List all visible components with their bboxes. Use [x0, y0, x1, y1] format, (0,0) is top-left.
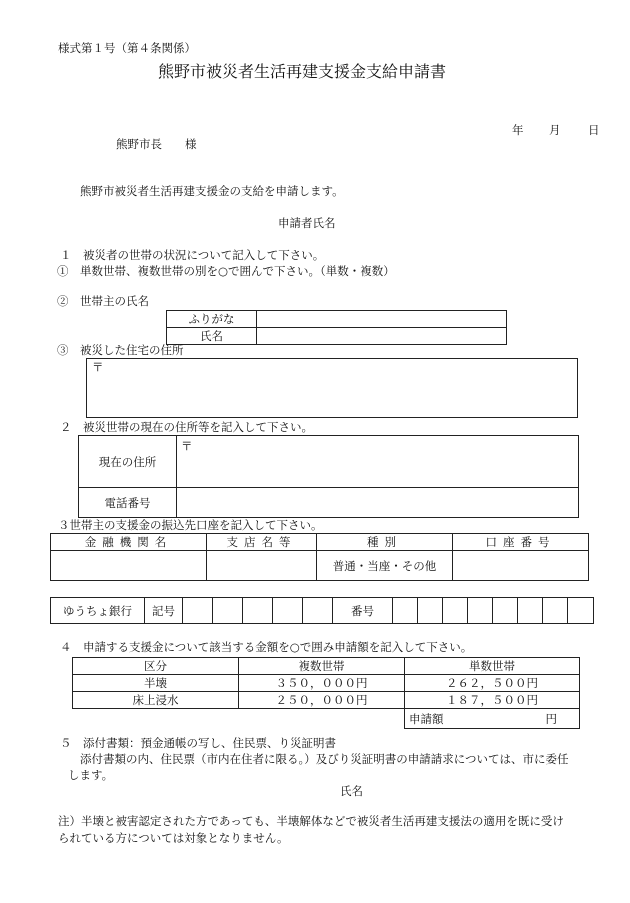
number-digit-box[interactable] — [518, 598, 543, 624]
multi-household-header: 複数世帯 — [239, 658, 405, 675]
damaged-address-heading: ③ 被災した住宅の住所 — [57, 343, 184, 357]
furigana-label: ふりがな — [167, 311, 257, 328]
form-number: 様式第１号（第４条関係） — [58, 41, 196, 55]
section3-heading: ３世帯主の支援金の振込先口座を記入して下さい。 — [58, 518, 323, 532]
amount-multi-half-destroyed[interactable]: ３５０，０００円 — [239, 675, 405, 692]
support-amount-table — [72, 657, 580, 729]
branch-name-header: 支店名等 — [207, 534, 317, 551]
symbol-digit-box[interactable] — [213, 598, 243, 624]
delegation-statement-line1: 添付書類の内、住民票（市内在住者に限る。）及びり災証明書の申請請求については、市に委任 — [80, 752, 569, 766]
current-address-label: 現在の住所 — [79, 436, 177, 488]
phone-field[interactable] — [177, 488, 579, 518]
household-type-instruction: ① 単数世帯、複数世帯の別を○で囲んで下さい。（単数・複数） — [57, 264, 395, 278]
account-number-field[interactable] — [453, 551, 589, 581]
amount-multi-floor-flooding[interactable]: ２５０，０００円 — [239, 692, 405, 709]
symbol-digit-box[interactable] — [243, 598, 273, 624]
number-digit-box[interactable] — [568, 598, 594, 624]
account-type-options[interactable]: 普通・当座・その他 — [317, 551, 453, 581]
amount-single-floor-flooding[interactable]: １８７，５００円 — [405, 692, 580, 709]
section2-heading: ２ 被災世帯の現在の住所等を記入して下さい。 — [60, 420, 313, 434]
delegation-name-label: 氏名 — [340, 784, 363, 798]
number-label: 番号 — [333, 598, 393, 624]
postal-mark: 〒 — [181, 439, 193, 453]
number-digit-box[interactable] — [468, 598, 493, 624]
symbol-digit-box[interactable] — [183, 598, 213, 624]
applicant-name-label: 申請者氏名 — [278, 216, 336, 230]
phone-label: 電話番号 — [79, 488, 177, 518]
requested-amount-label: 申請額 — [409, 711, 444, 726]
application-statement: 熊野市被災者生活再建支援金の支給を申請します。 — [80, 184, 344, 198]
bank-account-table — [50, 533, 589, 581]
bank-name-header: 金融機関名 — [51, 534, 207, 551]
amount-single-half-destroyed[interactable]: ２６２，５００円 — [405, 675, 580, 692]
section5-heading: ５ 添付書類：預金通帳の写し、住民票、り災証明書 — [60, 736, 336, 750]
number-digit-box[interactable] — [393, 598, 418, 624]
addressee: 熊野市長 様 — [116, 137, 197, 151]
page-title: 熊野市被災者生活再建支援金支給申請書 — [158, 62, 447, 81]
current-address-table — [78, 435, 579, 518]
account-type-header: 種別 — [317, 534, 453, 551]
number-digit-box[interactable] — [543, 598, 568, 624]
section1-heading: １ 被災者の世帯の状況について記入して下さい。 — [60, 248, 325, 262]
branch-name-field[interactable] — [207, 551, 317, 581]
symbol-label: 記号 — [145, 598, 183, 624]
category-floor-flooding: 床上浸水 — [73, 692, 239, 709]
date-month-label: 月 — [549, 123, 561, 137]
number-digit-box[interactable] — [493, 598, 518, 624]
postal-mark: 〒 — [92, 360, 104, 374]
date-day-label: 日 — [588, 123, 600, 137]
householder-name-heading: ② 世帯主の氏名 — [57, 294, 149, 308]
yucho-bank-label: ゆうちょ銀行 — [51, 598, 145, 624]
symbol-digit-box[interactable] — [273, 598, 303, 624]
current-address-field[interactable] — [177, 436, 579, 488]
name-label: 氏名 — [167, 328, 257, 345]
furigana-field[interactable] — [257, 311, 507, 328]
note-line1: 注）半壊と被害認定された方であっても、半壊解体などで被災者生活再建支援法の適用を既に受け — [58, 814, 564, 828]
yucho-account-table — [50, 597, 594, 624]
symbol-digit-box[interactable] — [303, 598, 333, 624]
note-line2: られている方については対象となりません。 — [58, 831, 289, 845]
section4-heading: ４ 申請する支援金について該当する金額を○で囲み申請額を記入して下さい。 — [60, 640, 473, 654]
delegation-statement-line2: します。 — [68, 768, 114, 782]
bank-name-field[interactable] — [51, 551, 207, 581]
account-number-header: 口座番号 — [453, 534, 589, 551]
number-digit-box[interactable] — [418, 598, 443, 624]
name-field[interactable] — [257, 328, 507, 345]
requested-amount-field[interactable] — [405, 709, 580, 729]
category-header: 区分 — [73, 658, 239, 675]
damaged-address-field[interactable] — [86, 358, 578, 418]
householder-name-table — [166, 310, 507, 345]
date-year-label: 年 — [512, 123, 524, 137]
number-digit-box[interactable] — [443, 598, 468, 624]
category-half-destroyed: 半壊 — [73, 675, 239, 692]
yen-unit: 円 — [545, 711, 557, 726]
single-household-header: 単数世帯 — [405, 658, 580, 675]
